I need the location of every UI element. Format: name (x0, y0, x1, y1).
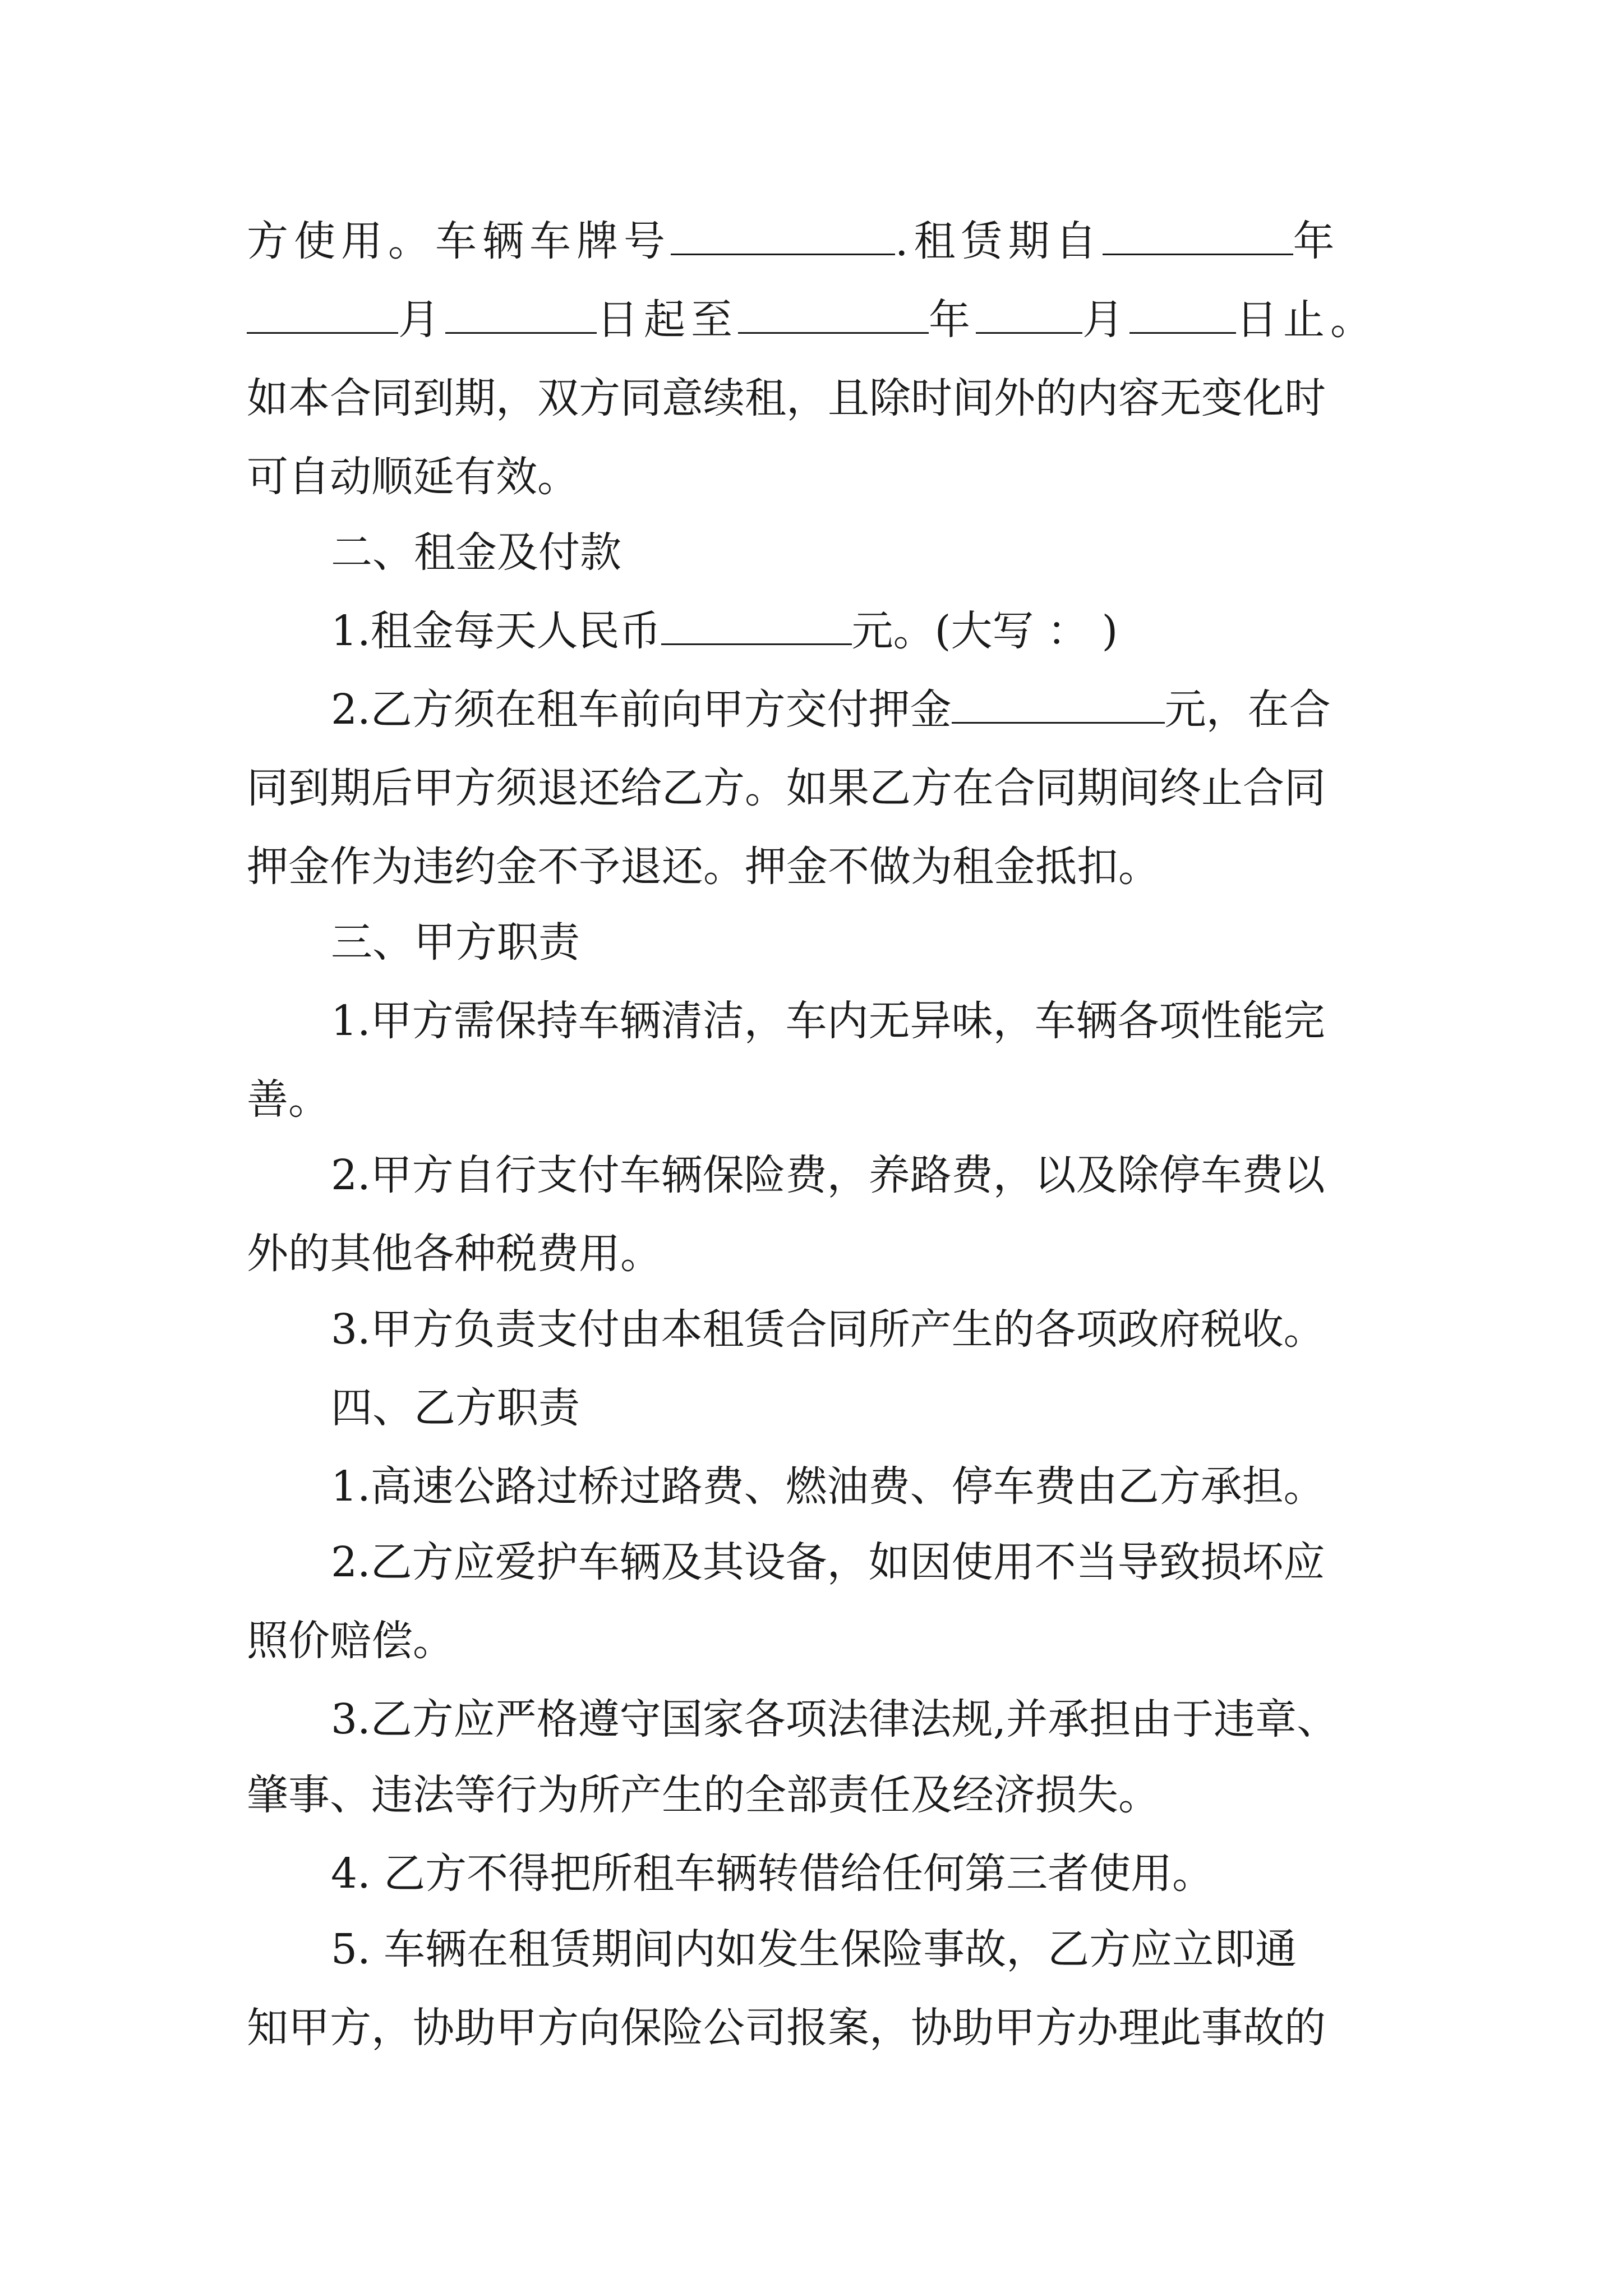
contract-line: 可自动顺延有效。 (247, 453, 579, 501)
contract-line: 2.乙方应爱护车辆及其设备，如因使用不当导致损坏应 (331, 1538, 1325, 1586)
start-year-blank (1103, 220, 1293, 255)
start-month-blank (247, 298, 398, 334)
daily-rent-blank (661, 610, 852, 645)
contract-line: 2.甲方自行支付车辆保险费，养路费，以及除停车费以 (331, 1151, 1325, 1199)
section-heading: 二、租金及付款 (331, 528, 621, 577)
contract-line: 外的其他各种税费用。 (247, 1230, 662, 1278)
contract-line (331, 670, 1424, 749)
text-segment: 2.乙方须在租车前向甲方交付押金 (331, 685, 952, 734)
text-segment: 元。(大写 ： ) (851, 607, 1118, 655)
contract-line: 3.乙方应严格遵守国家各项法律法规,并承担由于违章、 (331, 1695, 1339, 1743)
text-segment: 方使用。车辆车牌号 (247, 217, 671, 265)
contract-line: 肇事、违法等行为所产生的全部责任及经济损失。 (247, 1771, 1160, 1819)
text-segment: 年 (929, 296, 976, 344)
contract-line: 知甲方，协助甲方向保险公司报案，协助甲方办理此事故的 (247, 2004, 1326, 2052)
contract-line: 1.高速公路过桥过路费、燃油费、停车费由乙方承担。 (331, 1462, 1325, 1511)
contract-line: 同到期后甲方须退还给乙方。如果乙方在合同期间终止合同 (247, 764, 1326, 812)
contract-line: 照价赔偿。 (247, 1617, 454, 1665)
text-segment: 日起至 (597, 296, 738, 344)
contract-line: 如本合同到期，双方同意续租，且除时间外的内容无变化时 (247, 374, 1326, 422)
contract-line (247, 202, 1402, 280)
text-segment: 日止。 (1236, 296, 1377, 344)
end-day-blank (1129, 298, 1236, 334)
section-heading: 三、甲方职责 (331, 918, 580, 967)
contract-line: 3.甲方负责支付由本租赁合同所产生的各项政府税收。 (331, 1305, 1325, 1354)
contract-line: 1.甲方需保持车辆清洁，车内无异味，车辆各项性能完 (331, 997, 1325, 1045)
text-segment: 1.租金每天人民币 (331, 607, 661, 655)
contract-line: 4. 乙方不得把所租车辆转借给任何第三者使用。 (331, 1849, 1214, 1898)
end-month-blank (976, 298, 1082, 334)
text-segment: .租赁期自 (895, 217, 1103, 265)
start-day-blank (445, 298, 597, 334)
contract-line: 5. 车辆在租赁期间内如发生保险事故，乙方应立即通 (331, 1925, 1297, 1973)
section-heading: 四、乙方职责 (331, 1384, 580, 1432)
contract-line (331, 592, 1424, 670)
contract-line: 善。 (247, 1075, 330, 1124)
deposit-blank (952, 688, 1165, 724)
contract-line (247, 280, 1402, 359)
contract-line: 押金作为违约金不予退还。押金不做为租金抵扣。 (247, 843, 1160, 891)
end-year-blank (738, 298, 929, 334)
license-plate-blank (671, 220, 895, 255)
text-segment: 月 (1082, 296, 1129, 344)
text-segment: 元，在合 (1164, 685, 1331, 734)
text-segment: 年 (1293, 217, 1340, 265)
text-segment: 月 (398, 296, 445, 344)
